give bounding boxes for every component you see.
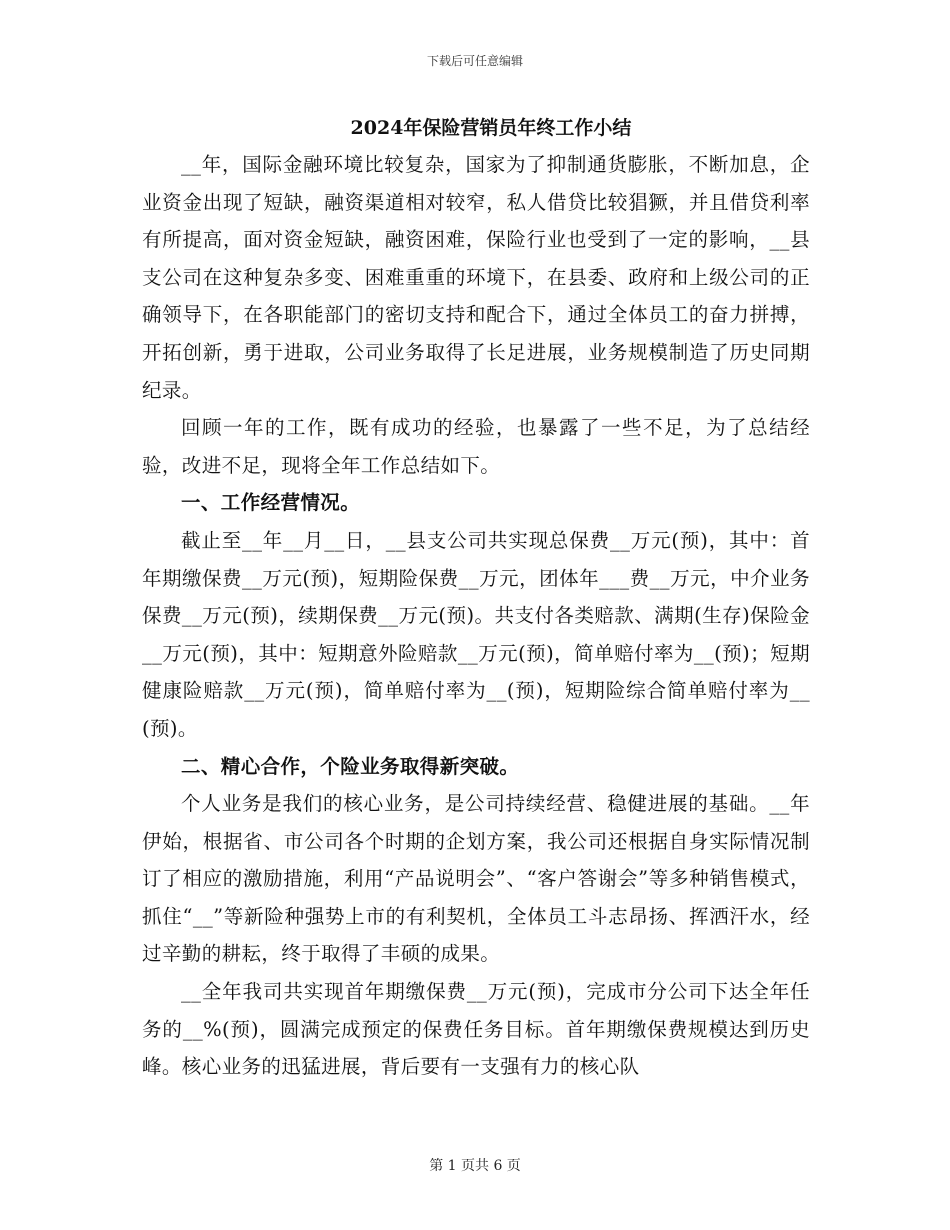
section-2-paragraph-1: 个人业务是我们的核心业务，是公司持续经营、稳健进展的基础。__年伊始，根据省、市公司各个时期的企划方案，我公司还根据自身实际情况制订了相应的激励措施，利用“产品说明会”、“客户答谢会”等多种销售模式，抓住“__”等新险种强势上市的有利契机，全体员工斗志昂扬、挥洒汗水，经过辛勤的耕耘，终于取得了丰硕的成果。 — [142, 792, 810, 966]
page-header-note: 下载后可任意编辑 — [426, 54, 523, 68]
intro-paragraph-1: __年，国际金融环境比较复杂，国家为了抑制通货膨胀，不断加息，企业资金出现了短缺，融资渠道相对较窄，私人借贷比较猖獗，并且借贷利率有所提高，面对资金短缺，融资困难，保险行业也受到了一定的影响，__县支公司在这种复杂多变、困难重重的环境下，在县委、政府和上级公司的正确领导下，在各职能部门的密切支持和配合下，通过全体员工的奋力拼搏，开拓创新，勇于进取，公司业务取得了长足进展，业务规模制造了历史同期纪录。 — [142, 153, 810, 402]
section-1-paragraph: 截止至__年__月__日，__县支公司共实现总保费__万元(预)，其中：首年期缴保费__万元(预)，短期险保费__万元，团体年___费__万元，中介业务保费__万元(预)，续期保费__万元(预)。共支付各类赔款、满期(生存)保险金__万元(预)，其中：短期意外险赔款__万元(预)，简单赔付率为__(预)；短期健康险赔款__万元(预)，简单赔付率为__(预)，短期险综合简单赔付率为__(预)。 — [142, 528, 810, 740]
page-footer-number: 第 1 页共 6 页 — [429, 1158, 521, 1174]
section-2-paragraph-2: __全年我司共实现首年期缴保费__万元(预)，完成市分公司下达全年任务的__%(预)，圆满完成预定的保费任务目标。首年期缴保费规模达到历史峰。核心业务的迅猛进展，背后要有一支强有力的核心队 — [142, 980, 810, 1079]
section-1-heading: 一、工作经营情况。 — [181, 491, 361, 515]
document-title: 2024年保险营销员年终工作小结 — [350, 117, 632, 139]
section-2-heading: 二、精心合作，个险业务取得新突破。 — [181, 754, 520, 778]
intro-paragraph-2: 回顾一年的工作，既有成功的经验，也暴露了一些不足，为了总结经验，改进不足，现将全年工作总结如下。 — [142, 416, 810, 477]
document-body — [142, 110, 810, 1086]
